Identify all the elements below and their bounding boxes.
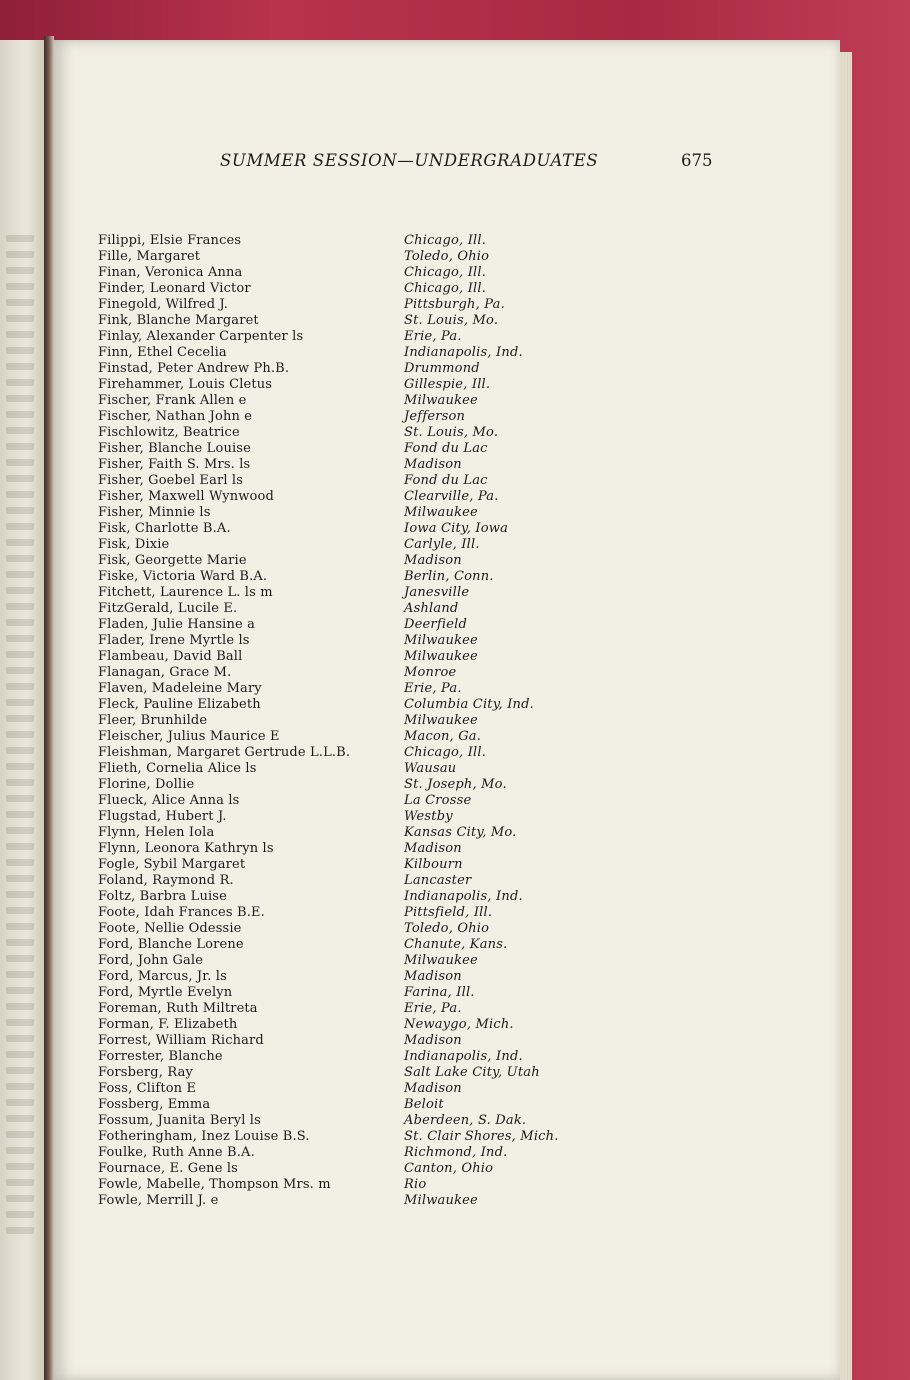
facing-page-text-fragment [6, 523, 34, 530]
list-item [98, 601, 818, 617]
student-name: Fisher, Faith S. Mrs. ls [98, 457, 251, 472]
facing-page-text-fragment [6, 1051, 34, 1058]
student-name: Foreman, Ruth Miltreta [98, 1001, 258, 1016]
list-item [98, 1161, 818, 1177]
facing-page-text-fragment [6, 427, 34, 434]
hometown: Erie, Pa. [404, 1001, 462, 1016]
student-name: Florine, Dollie [98, 777, 195, 792]
list-item [98, 633, 818, 649]
book-gutter [44, 36, 54, 1380]
student-name: Fossberg, Emma [98, 1097, 211, 1112]
list-item [98, 265, 818, 281]
list-item [98, 1081, 818, 1097]
hometown: Pittsfield, Ill. [404, 905, 493, 920]
student-name: Firehammer, Louis Cletus [98, 377, 273, 392]
hometown: Monroe [404, 665, 457, 680]
list-item [98, 681, 818, 697]
student-name: Ford, Blanche Lorene [98, 937, 244, 952]
student-name: Flieth, Cornelia Alice ls [98, 761, 257, 776]
list-item [98, 745, 818, 761]
facing-page-text-fragment [6, 699, 34, 706]
facing-page-text-fragment [6, 939, 34, 946]
student-name: Filippi, Elsie Frances [98, 233, 242, 248]
student-name: Fischer, Frank Allen e [98, 393, 247, 408]
list-item [98, 729, 818, 745]
hometown: Berlin, Conn. [404, 569, 494, 584]
list-item [98, 1113, 818, 1129]
hometown: Richmond, Ind. [404, 1145, 508, 1160]
list-item [98, 441, 818, 457]
list-item [98, 1177, 818, 1193]
facing-page-text-fragment [6, 1019, 34, 1026]
facing-page-text-fragment [6, 715, 34, 722]
facing-page-text-fragment [6, 1099, 34, 1106]
list-item [98, 921, 818, 937]
previous-page-edge [0, 40, 44, 1380]
hometown: Carlyle, Ill. [404, 537, 480, 552]
student-name: Foote, Idah Frances B.E. [98, 905, 265, 920]
student-name: Fisk, Charlotte B.A. [98, 521, 231, 536]
hometown: Toledo, Ohio [404, 249, 490, 264]
facing-page-text-fragment [6, 955, 34, 962]
page-stack-edge [840, 52, 852, 1380]
list-item [98, 793, 818, 809]
hometown: Milwaukee [404, 393, 478, 408]
hometown: Drummond [404, 361, 480, 376]
student-name: Fleer, Brunhilde [98, 713, 208, 728]
list-item [98, 1001, 818, 1017]
hometown: St. Clair Shores, Mich. [404, 1129, 559, 1144]
list-item [98, 873, 818, 889]
hometown: Milwaukee [404, 1193, 478, 1208]
student-name: Flynn, Leonora Kathryn ls [98, 841, 274, 856]
facing-page-text-fragment [6, 251, 34, 258]
facing-page-text-fragment [6, 1083, 34, 1090]
hometown: Aberdeen, S. Dak. [404, 1113, 527, 1128]
list-item [98, 345, 818, 361]
list-item [98, 1193, 818, 1209]
hometown: Westby [404, 809, 453, 824]
facing-page-text-fragment [6, 1115, 34, 1122]
list-item [98, 777, 818, 793]
hometown: Madison [404, 841, 462, 856]
facing-page-text-fragment [6, 891, 34, 898]
page-number: 675 [681, 151, 713, 170]
hometown: Chicago, Ill. [404, 233, 487, 248]
facing-page-text-fragment [6, 1131, 34, 1138]
student-name: Forsberg, Ray [98, 1065, 193, 1080]
student-name: Foss, Clifton E [98, 1081, 197, 1096]
facing-page-text-fragment [6, 635, 34, 642]
hometown: Lancaster [404, 873, 472, 888]
list-item [98, 617, 818, 633]
facing-page-text-fragment [6, 859, 34, 866]
facing-page-text-fragment [6, 587, 34, 594]
facing-page-text-fragment [6, 571, 34, 578]
facing-page-text-fragment [6, 923, 34, 930]
hometown: Deerfield [404, 617, 467, 632]
hometown: Madison [404, 553, 462, 568]
hometown: Toledo, Ohio [404, 921, 490, 936]
hometown: Erie, Pa. [404, 329, 462, 344]
list-item [98, 1049, 818, 1065]
facing-page-text-fragment [6, 491, 34, 498]
student-name: Flugstad, Hubert J. [98, 809, 227, 824]
student-name: Forrester, Blanche [98, 1049, 223, 1064]
facing-page-text-fragment [6, 1003, 34, 1010]
list-item [98, 361, 818, 377]
hometown: Chicago, Ill. [404, 281, 487, 296]
list-item [98, 505, 818, 521]
hometown: Milwaukee [404, 953, 478, 968]
student-name: Finn, Ethel Cecelia [98, 345, 227, 360]
facing-page-text-fragment [6, 875, 34, 882]
student-name: Finder, Leonard Victor [98, 281, 251, 296]
list-item [98, 953, 818, 969]
hometown: Indianapolis, Ind. [404, 889, 523, 904]
student-name: Fisher, Minnie ls [98, 505, 211, 520]
student-name: Fournace, E. Gene ls [98, 1161, 238, 1176]
facing-page-text-fragment [6, 651, 34, 658]
student-name: Fleishman, Margaret Gertrude L.L.B. [98, 745, 351, 760]
facing-page-text-fragment [6, 459, 34, 466]
hometown: Kansas City, Mo. [404, 825, 517, 840]
list-item [98, 1065, 818, 1081]
facing-page-text-fragment [6, 331, 34, 338]
student-name: Flambeau, David Ball [98, 649, 243, 664]
student-name: Fisher, Blanche Louise [98, 441, 251, 456]
student-name: Fink, Blanche Margaret [98, 313, 259, 328]
list-item [98, 425, 818, 441]
student-name: Fisk, Georgette Marie [98, 553, 247, 568]
facing-page-text-fragment [6, 1211, 34, 1218]
facing-page-text-fragment [6, 299, 34, 306]
facing-page-text-fragment [6, 843, 34, 850]
facing-page-text-fragment [6, 907, 34, 914]
list-item [98, 377, 818, 393]
facing-page-text-fragment [6, 971, 34, 978]
facing-page-text-fragment [6, 1163, 34, 1170]
student-name: Ford, Marcus, Jr. ls [98, 969, 227, 984]
student-name: Fiske, Victoria Ward B.A. [98, 569, 268, 584]
facing-page-text-fragment [6, 1227, 34, 1234]
list-item [98, 233, 818, 249]
student-name: Forman, F. Elizabeth [98, 1017, 238, 1032]
hometown: Rio [404, 1177, 427, 1192]
hometown: Columbia City, Ind. [404, 697, 534, 712]
list-item [98, 809, 818, 825]
list-item [98, 713, 818, 729]
hometown: Macon, Ga. [404, 729, 482, 744]
facing-page-text-fragment [6, 475, 34, 482]
facing-page-text-fragment [6, 779, 34, 786]
student-name: FitzGerald, Lucile E. [98, 601, 238, 616]
student-name: Finan, Veronica Anna [98, 265, 243, 280]
hometown: Janesville [404, 585, 470, 600]
list-item [98, 473, 818, 489]
student-name: Finlay, Alexander Carpenter ls [98, 329, 304, 344]
list-item [98, 761, 818, 777]
hometown: Iowa City, Iowa [404, 521, 509, 536]
student-name: Foote, Nellie Odessie [98, 921, 242, 936]
facing-page-text-fragment [6, 555, 34, 562]
facing-page-text-fragment [6, 827, 34, 834]
hometown: Chicago, Ill. [404, 745, 487, 760]
hometown: Farina, Ill. [404, 985, 475, 1000]
list-item [98, 313, 818, 329]
page-header [0, 151, 910, 175]
student-name: Fossum, Juanita Beryl ls [98, 1113, 261, 1128]
list-item [98, 585, 818, 601]
list-item [98, 537, 818, 553]
student-name: Foltz, Barbra Luise [98, 889, 227, 904]
hometown: La Crosse [404, 793, 472, 808]
facing-page-text-fragment [6, 507, 34, 514]
student-name: Finegold, Wilfred J. [98, 297, 229, 312]
list-item [98, 249, 818, 265]
list-item [98, 985, 818, 1001]
student-name: Fleck, Pauline Elizabeth [98, 697, 261, 712]
hometown: Erie, Pa. [404, 681, 462, 696]
hometown: Madison [404, 1081, 462, 1096]
hometown: St. Louis, Mo. [404, 425, 499, 440]
hometown: Pittsburgh, Pa. [404, 297, 505, 312]
hometown: Jefferson [404, 409, 466, 424]
facing-page-text-fragment [6, 539, 34, 546]
facing-page-text-fragment [6, 747, 34, 754]
student-name: Fischer, Nathan John e [98, 409, 253, 424]
list-item [98, 297, 818, 313]
list-item [98, 841, 818, 857]
student-name: Flueck, Alice Anna ls [98, 793, 240, 808]
list-item [98, 553, 818, 569]
list-item [98, 969, 818, 985]
hometown: Kilbourn [404, 857, 463, 872]
facing-page-text-fragment [6, 1195, 34, 1202]
list-item [98, 457, 818, 473]
facing-page-text-fragment [6, 731, 34, 738]
student-name: Flader, Irene Myrtle ls [98, 633, 250, 648]
student-name: Foland, Raymond R. [98, 873, 234, 888]
facing-page-text-fragment [6, 411, 34, 418]
list-item [98, 569, 818, 585]
hometown: Newaygo, Mich. [404, 1017, 514, 1032]
student-name: Fischlowitz, Beatrice [98, 425, 240, 440]
student-name: Flynn, Helen Iola [98, 825, 215, 840]
list-item [98, 393, 818, 409]
hometown: Milwaukee [404, 505, 478, 520]
facing-page-text-fragment [6, 315, 34, 322]
facing-page-text-fragment [6, 395, 34, 402]
hometown: Chicago, Ill. [404, 265, 487, 280]
facing-page-text-fragment [6, 1035, 34, 1042]
student-name: Fille, Margaret [98, 249, 201, 264]
student-name: Forrest, William Richard [98, 1033, 264, 1048]
student-name: Fleischer, Julius Maurice E [98, 729, 280, 744]
list-item [98, 1033, 818, 1049]
list-item [98, 857, 818, 873]
list-item [98, 281, 818, 297]
directory-list [98, 233, 818, 1209]
student-name: Fowle, Mabelle, Thompson Mrs. m [98, 1177, 331, 1192]
list-item [98, 889, 818, 905]
hometown: Canton, Ohio [404, 1161, 494, 1176]
hometown: Salt Lake City, Utah [404, 1065, 540, 1080]
facing-page-text-fragment [6, 987, 34, 994]
student-name: Flanagan, Grace M. [98, 665, 232, 680]
student-name: Flaven, Madeleine Mary [98, 681, 262, 696]
list-item [98, 521, 818, 537]
list-item [98, 329, 818, 345]
facing-page-text-fragment [6, 443, 34, 450]
hometown: Milwaukee [404, 633, 478, 648]
hometown: Fond du Lac [404, 441, 488, 456]
hometown: St. Joseph, Mo. [404, 777, 507, 792]
student-name: Fisk, Dixie [98, 537, 170, 552]
hometown: Madison [404, 1033, 462, 1048]
list-item [98, 825, 818, 841]
list-item [98, 489, 818, 505]
student-name: Fogle, Sybil Margaret [98, 857, 246, 872]
hometown: Ashland [404, 601, 459, 616]
facing-page-text-fragment [6, 1147, 34, 1154]
hometown: Chanute, Kans. [404, 937, 508, 952]
facing-page-text-fragment [6, 1067, 34, 1074]
student-name: Fisher, Maxwell Wynwood [98, 489, 274, 504]
list-item [98, 649, 818, 665]
list-item [98, 409, 818, 425]
list-item [98, 665, 818, 681]
hometown: Indianapolis, Ind. [404, 345, 523, 360]
facing-page-text-fragment [6, 347, 34, 354]
student-name: Fowle, Merrill J. e [98, 1193, 219, 1208]
student-name: Ford, John Gale [98, 953, 204, 968]
facing-page-text-fragment [6, 603, 34, 610]
facing-page-text-fragment [6, 235, 34, 242]
facing-page-text-fragment [6, 619, 34, 626]
student-name: Fotheringham, Inez Louise B.S. [98, 1129, 310, 1144]
student-name: Finstad, Peter Andrew Ph.B. [98, 361, 290, 376]
facing-page-text-fragment [6, 1179, 34, 1186]
hometown: Milwaukee [404, 713, 478, 728]
facing-page-text-fragment [6, 667, 34, 674]
list-item [98, 937, 818, 953]
facing-page-text-fragment [6, 683, 34, 690]
student-name: Ford, Myrtle Evelyn [98, 985, 233, 1000]
list-item [98, 1145, 818, 1161]
facing-page-text-fragment [6, 283, 34, 290]
hometown: Madison [404, 969, 462, 984]
facing-page-text-fragment [6, 811, 34, 818]
list-item [98, 697, 818, 713]
student-name: Fitchett, Laurence L. ls m [98, 585, 273, 600]
hometown: Indianapolis, Ind. [404, 1049, 523, 1064]
facing-page-text-fragment [6, 763, 34, 770]
facing-page-text-fragment [6, 363, 34, 370]
hometown: Wausau [404, 761, 457, 776]
student-name: Fladen, Julie Hansine a [98, 617, 255, 632]
list-item [98, 1097, 818, 1113]
running-head: SUMMER SESSION—UNDERGRADUATES [220, 151, 599, 170]
hometown: Milwaukee [404, 649, 478, 664]
student-name: Fisher, Goebel Earl ls [98, 473, 244, 488]
facing-page-text-fragment [6, 267, 34, 274]
facing-page-text-fragment [6, 379, 34, 386]
hometown: Gillespie, Ill. [404, 377, 491, 392]
hometown: Fond du Lac [404, 473, 488, 488]
hometown: Madison [404, 457, 462, 472]
student-name: Foulke, Ruth Anne B.A. [98, 1145, 255, 1160]
hometown: Beloit [404, 1097, 444, 1112]
list-item [98, 1129, 818, 1145]
facing-page-text-fragment [6, 795, 34, 802]
hometown: St. Louis, Mo. [404, 313, 499, 328]
hometown: Clearville, Pa. [404, 489, 499, 504]
list-item [98, 905, 818, 921]
list-item [98, 1017, 818, 1033]
